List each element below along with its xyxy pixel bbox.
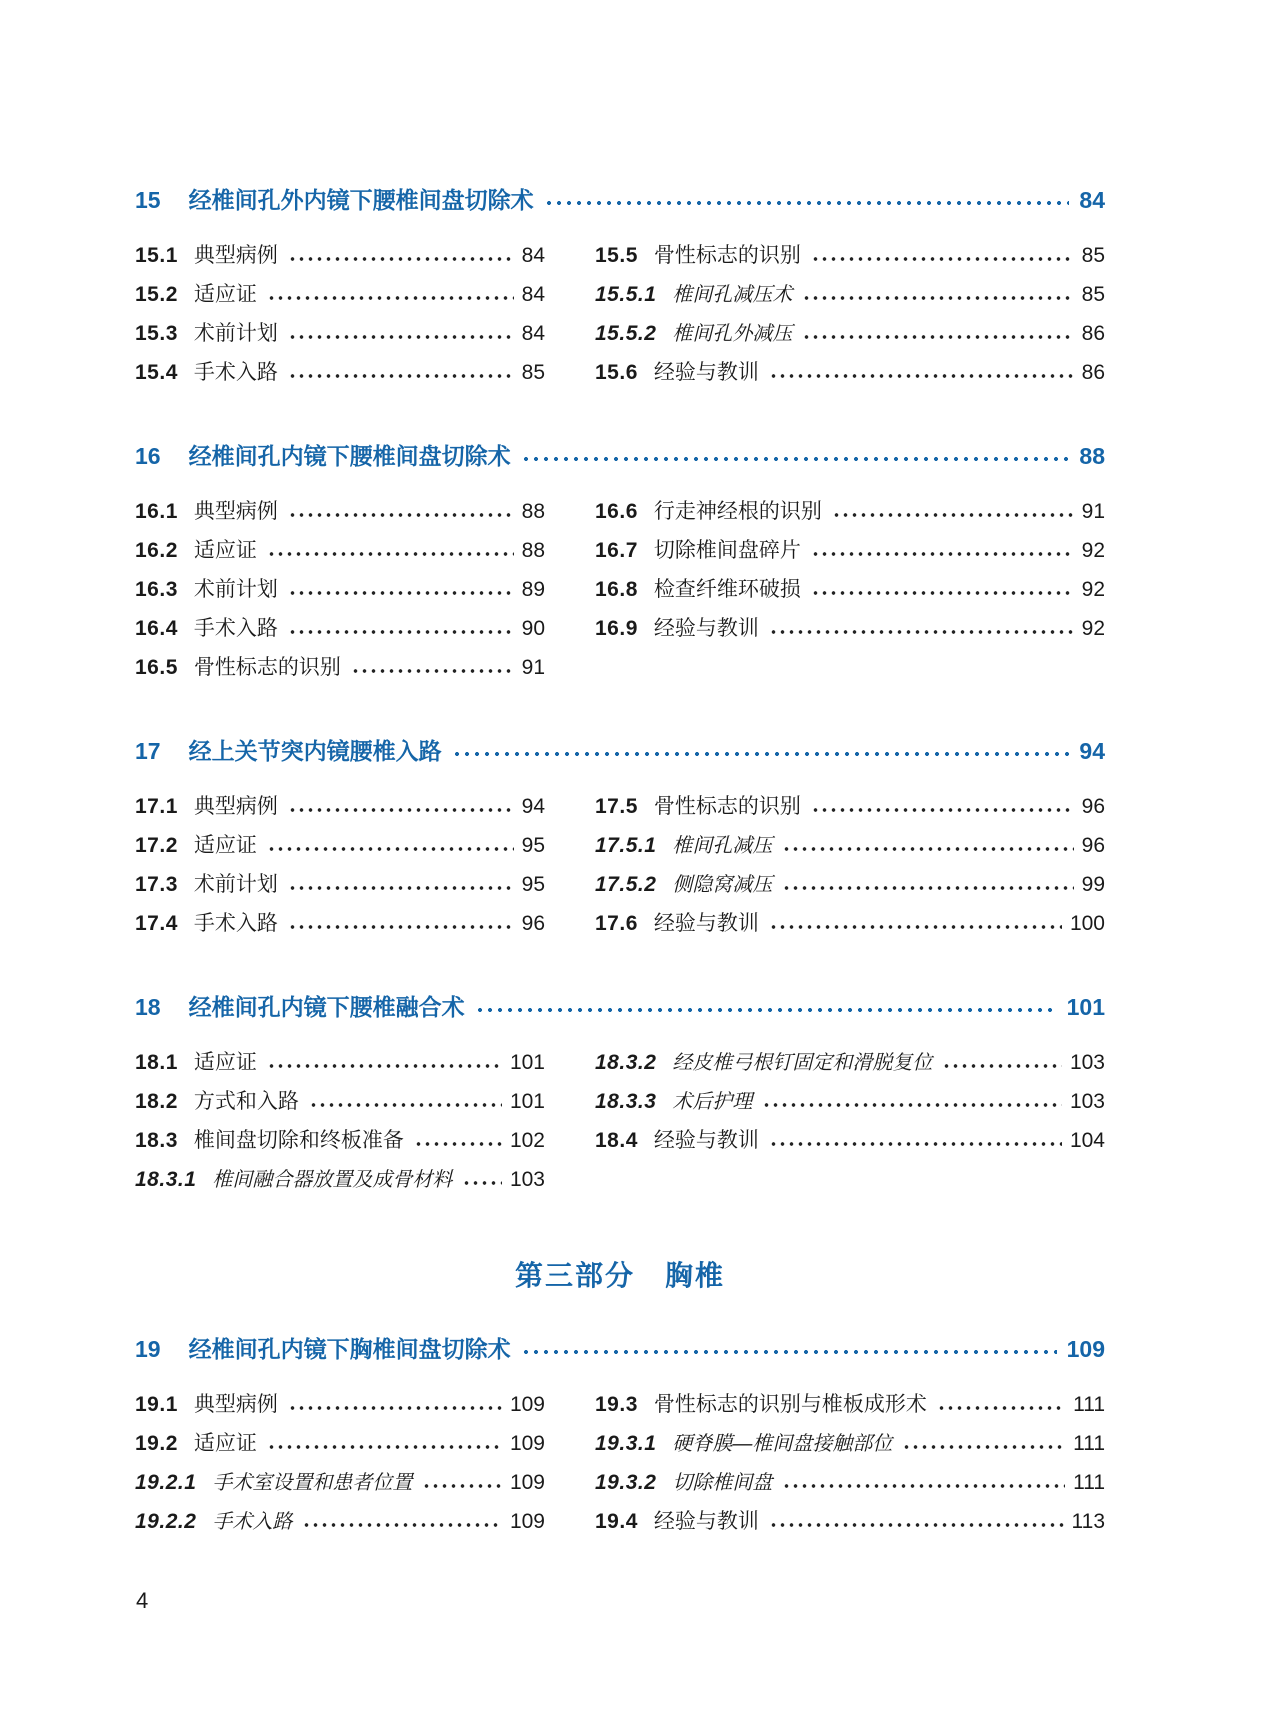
section-number: 17.3 <box>135 873 178 896</box>
section-title: 典型病例 <box>193 1393 278 1416</box>
toc-column-right <box>595 243 1105 399</box>
toc-columns <box>135 243 1105 399</box>
section-title: 切除椎间盘 <box>672 1472 773 1494</box>
dot-leader <box>902 1442 1065 1452</box>
section-title: 手术室设置和患者位置 <box>212 1472 413 1494</box>
section-number: 15.5.1 <box>595 283 657 306</box>
toc-entry <box>135 1392 545 1418</box>
section-title: 骨性标志的识别与椎板成形术 <box>653 1393 927 1416</box>
part-header: 第三部分 胸椎 <box>514 1260 725 1291</box>
toc-entry <box>135 538 545 564</box>
toc-column-left <box>135 243 545 399</box>
section-number: 16.4 <box>135 617 178 640</box>
section-page-number: 94 <box>521 795 545 818</box>
section-title: 典型病例 <box>193 795 278 818</box>
toc-entry <box>135 1470 545 1496</box>
section-number: 16.2 <box>135 539 178 562</box>
chapter-number: 18 <box>135 994 161 1020</box>
section-page-number: 84 <box>521 244 545 267</box>
section-number: 16.5 <box>135 656 178 679</box>
toc-entry <box>595 794 1105 820</box>
section-page-number: 96 <box>1081 834 1105 857</box>
toc-entry <box>135 282 545 308</box>
toc-entry <box>135 577 545 603</box>
section-page-number: 111 <box>1073 1432 1105 1455</box>
section-number: 18.3.2 <box>595 1051 657 1074</box>
section-number: 18.4 <box>595 1129 638 1152</box>
toc-columns <box>135 1392 1105 1548</box>
section-title: 检查纤维环破损 <box>653 578 801 601</box>
dot-leader <box>521 1347 1057 1357</box>
toc-entry <box>595 1050 1105 1076</box>
chapter-page-number: 101 <box>1066 994 1105 1020</box>
section-page-number: 92 <box>1081 578 1105 601</box>
toc-entry <box>595 282 1105 308</box>
toc-columns <box>135 1050 1105 1206</box>
section-number: 16.1 <box>135 500 178 523</box>
section-title: 适应证 <box>193 539 257 562</box>
section-title: 经验与教训 <box>653 361 759 384</box>
section-page-number: 85 <box>1081 283 1105 306</box>
section-number: 19.3.1 <box>595 1432 657 1455</box>
section-title: 经皮椎弓根钉固定和滑脱复位 <box>672 1052 933 1074</box>
toc-entry <box>135 1431 545 1457</box>
section-number: 16.3 <box>135 578 178 601</box>
section-title: 典型病例 <box>193 244 278 267</box>
toc-entry <box>135 655 545 681</box>
toc-content <box>135 185 1105 1548</box>
section-number: 18.1 <box>135 1051 178 1074</box>
section-title: 适应证 <box>193 283 257 306</box>
chapter-page-number: 84 <box>1079 187 1105 213</box>
dot-leader <box>302 1520 502 1530</box>
dot-leader <box>544 198 1070 208</box>
toc-entry <box>595 1470 1105 1496</box>
section-number: 19.2.2 <box>135 1510 197 1533</box>
chapter-title: 经椎间孔内镜下腰椎间盘切除术 <box>188 443 511 469</box>
section-title: 经验与教训 <box>653 912 759 935</box>
section-title: 手术入路 <box>193 617 278 640</box>
dot-leader <box>288 922 514 932</box>
section-number: 19.3.2 <box>595 1471 657 1494</box>
toc-column-right <box>595 1050 1105 1167</box>
section-title: 术前计划 <box>193 873 278 896</box>
section-page-number: 109 <box>509 1510 545 1533</box>
chapter-heading <box>135 736 1105 766</box>
section-title: 适应证 <box>193 1051 257 1074</box>
section-title: 骨性标志的识别 <box>653 795 801 818</box>
section-page-number: 109 <box>509 1471 545 1494</box>
dot-leader <box>802 332 1073 342</box>
section-title: 术前计划 <box>193 322 278 345</box>
dot-leader <box>267 293 514 303</box>
section-title: 术后护理 <box>672 1091 753 1113</box>
dot-leader <box>811 588 1074 598</box>
dot-leader <box>811 254 1074 264</box>
chapter-number: 16 <box>135 443 161 469</box>
toc-entry <box>135 360 545 386</box>
section-page-number: 102 <box>509 1129 545 1152</box>
toc-entry <box>135 1128 545 1154</box>
dot-leader <box>422 1481 502 1491</box>
chapter-page-number: 88 <box>1079 443 1105 469</box>
toc-entry <box>135 321 545 347</box>
section-number: 16.6 <box>595 500 638 523</box>
chapter-heading <box>135 441 1105 471</box>
dot-leader <box>288 627 514 637</box>
toc-column-right <box>595 499 1105 655</box>
section-title: 侧隐窝减压 <box>672 874 773 896</box>
section-number: 15.6 <box>595 361 638 384</box>
section-number: 19.3 <box>595 1393 638 1416</box>
section-page-number: 111 <box>1073 1393 1105 1416</box>
section-number: 17.5.2 <box>595 873 657 896</box>
section-number: 17.4 <box>135 912 178 935</box>
toc-entry <box>595 1431 1105 1457</box>
section-number: 15.1 <box>135 244 178 267</box>
section-title: 经验与教训 <box>653 1129 759 1152</box>
toc-entry <box>135 1167 545 1193</box>
chapter-number: 15 <box>135 187 161 213</box>
chapter-block <box>135 441 1105 694</box>
dot-leader <box>267 549 514 559</box>
section-number: 18.3 <box>135 1129 178 1152</box>
chapter-block <box>135 736 1105 950</box>
dot-leader <box>309 1100 502 1110</box>
dot-leader <box>462 1178 502 1188</box>
dot-leader <box>351 666 514 676</box>
section-title: 典型病例 <box>193 500 278 523</box>
chapter-heading <box>135 1334 1105 1364</box>
toc-column-left <box>135 499 545 694</box>
section-title: 术前计划 <box>193 578 278 601</box>
dot-leader <box>762 1100 1062 1110</box>
dot-leader <box>811 805 1074 815</box>
toc-entry <box>595 360 1105 386</box>
section-page-number: 111 <box>1073 1471 1105 1494</box>
section-page-number: 103 <box>509 1168 545 1191</box>
dot-leader <box>769 922 1062 932</box>
section-number: 17.2 <box>135 834 178 857</box>
dot-leader <box>267 1442 502 1452</box>
section-page-number: 89 <box>521 578 545 601</box>
dot-leader <box>288 588 514 598</box>
section-number: 17.1 <box>135 795 178 818</box>
section-page-number: 101 <box>509 1090 545 1113</box>
section-title: 椎间孔减压 <box>672 835 773 857</box>
section-page-number: 86 <box>1081 361 1105 384</box>
toc-entry <box>135 616 545 642</box>
section-page-number: 96 <box>521 912 545 935</box>
toc-entry <box>595 538 1105 564</box>
toc-columns <box>135 499 1105 694</box>
section-number: 16.9 <box>595 617 638 640</box>
section-number: 15.2 <box>135 283 178 306</box>
dot-leader <box>288 1403 502 1413</box>
section-number: 16.7 <box>595 539 638 562</box>
toc-entry <box>595 499 1105 525</box>
toc-entry <box>595 577 1105 603</box>
section-page-number: 104 <box>1069 1129 1105 1152</box>
section-page-number: 103 <box>1069 1051 1105 1074</box>
section-page-number: 88 <box>521 539 545 562</box>
dot-leader <box>782 883 1073 893</box>
section-page-number: 85 <box>1081 244 1105 267</box>
chapter-number: 17 <box>135 738 161 764</box>
toc-entry <box>595 1392 1105 1418</box>
dot-leader <box>769 1520 1064 1530</box>
section-number: 19.4 <box>595 1510 638 1533</box>
toc-column-left <box>135 794 545 950</box>
section-page-number: 90 <box>521 617 545 640</box>
dot-leader <box>288 805 514 815</box>
section-page-number: 99 <box>1081 873 1105 896</box>
toc-entry <box>595 911 1105 937</box>
section-title: 骨性标志的识别 <box>653 244 801 267</box>
section-page-number: 101 <box>509 1051 545 1074</box>
chapter-heading <box>135 992 1105 1022</box>
toc-entry <box>595 1509 1105 1535</box>
section-title: 手术入路 <box>193 361 278 384</box>
section-title: 经验与教训 <box>653 617 759 640</box>
section-page-number: 92 <box>1081 539 1105 562</box>
dot-leader <box>782 844 1073 854</box>
toc-column-right <box>595 794 1105 950</box>
dot-leader <box>267 1061 502 1071</box>
toc-entry <box>135 872 545 898</box>
toc-entry <box>135 1050 545 1076</box>
section-title: 行走神经根的识别 <box>653 500 822 523</box>
section-page-number: 91 <box>1081 500 1105 523</box>
section-page-number: 92 <box>1081 617 1105 640</box>
chapter-title: 经椎间孔内镜下腰椎融合术 <box>188 994 465 1020</box>
dot-leader <box>802 293 1073 303</box>
section-number: 19.2.1 <box>135 1471 197 1494</box>
dot-leader <box>288 254 514 264</box>
dot-leader <box>475 1005 1057 1015</box>
dot-leader <box>288 371 514 381</box>
toc-entry <box>135 1509 545 1535</box>
section-title: 椎间盘切除和终板准备 <box>193 1129 404 1152</box>
toc-entry <box>595 616 1105 642</box>
toc-column-left <box>135 1050 545 1206</box>
chapter-title: 经上关节突内镜腰椎入路 <box>188 738 442 764</box>
footer-page-number: 4 <box>136 1588 149 1613</box>
dot-leader <box>937 1403 1065 1413</box>
chapter-heading <box>135 185 1105 215</box>
section-title: 适应证 <box>193 1432 257 1455</box>
section-page-number: 100 <box>1069 912 1105 935</box>
section-title: 骨性标志的识别 <box>193 656 341 679</box>
toc-entry <box>135 911 545 937</box>
section-page-number: 86 <box>1081 322 1105 345</box>
toc-columns <box>135 794 1105 950</box>
toc-entry <box>595 1089 1105 1115</box>
section-title: 手术入路 <box>193 912 278 935</box>
chapter-block <box>135 185 1105 399</box>
dot-leader <box>811 549 1074 559</box>
section-page-number: 91 <box>521 656 545 679</box>
chapter-page-number: 94 <box>1079 738 1105 764</box>
toc-entry <box>595 321 1105 347</box>
dot-leader <box>267 844 514 854</box>
section-number: 15.5.2 <box>595 322 657 345</box>
section-page-number: 109 <box>509 1432 545 1455</box>
dot-leader <box>769 627 1074 637</box>
section-number: 16.8 <box>595 578 638 601</box>
dot-leader <box>769 371 1074 381</box>
section-number: 15.5 <box>595 244 638 267</box>
section-title: 手术入路 <box>212 1511 293 1533</box>
section-number: 18.2 <box>135 1090 178 1113</box>
chapter-block <box>135 1334 1105 1548</box>
toc-entry <box>135 243 545 269</box>
section-page-number: 88 <box>521 500 545 523</box>
dot-leader <box>288 510 514 520</box>
chapter-page-number: 109 <box>1066 1336 1105 1362</box>
toc-entry <box>135 833 545 859</box>
section-number: 15.4 <box>135 361 178 384</box>
section-title: 经验与教训 <box>653 1510 759 1533</box>
toc-entry <box>135 499 545 525</box>
section-number: 17.5.1 <box>595 834 657 857</box>
section-title: 切除椎间盘碎片 <box>653 539 801 562</box>
dot-leader <box>288 883 514 893</box>
section-number: 19.1 <box>135 1393 178 1416</box>
dot-leader <box>452 749 1070 759</box>
toc-entry <box>135 1089 545 1115</box>
toc-column-right <box>595 1392 1105 1548</box>
chapter-block <box>135 992 1105 1206</box>
dot-leader <box>782 1481 1065 1491</box>
section-number: 17.5 <box>595 795 638 818</box>
chapter-title: 经椎间孔内镜下胸椎间盘切除术 <box>188 1336 511 1362</box>
section-page-number: 113 <box>1071 1510 1105 1533</box>
section-page-number: 84 <box>521 283 545 306</box>
section-number: 17.6 <box>595 912 638 935</box>
chapter-title: 经椎间孔外内镜下腰椎间盘切除术 <box>188 187 534 213</box>
chapter-number: 19 <box>135 1336 161 1362</box>
dot-leader <box>288 332 514 342</box>
section-title: 椎间孔减压术 <box>672 284 793 306</box>
section-number: 15.3 <box>135 322 178 345</box>
section-title: 椎间孔外减压 <box>672 323 793 345</box>
section-page-number: 84 <box>521 322 545 345</box>
toc-entry <box>135 794 545 820</box>
toc-entry <box>595 872 1105 898</box>
section-title: 方式和入路 <box>193 1090 299 1113</box>
toc-entry <box>595 833 1105 859</box>
dot-leader <box>832 510 1074 520</box>
section-number: 18.3.3 <box>595 1090 657 1113</box>
section-title: 适应证 <box>193 834 257 857</box>
section-page-number: 95 <box>521 873 545 896</box>
section-page-number: 96 <box>1081 795 1105 818</box>
dot-leader <box>521 454 1070 464</box>
section-page-number: 85 <box>521 361 545 384</box>
section-number: 18.3.1 <box>135 1168 197 1191</box>
dot-leader <box>414 1139 502 1149</box>
dot-leader <box>942 1061 1062 1071</box>
section-page-number: 95 <box>521 834 545 857</box>
section-title: 椎间融合器放置及成骨材料 <box>212 1169 453 1191</box>
toc-entry <box>595 243 1105 269</box>
section-page-number: 109 <box>509 1393 545 1416</box>
toc-entry <box>595 1128 1105 1154</box>
section-title: 硬脊膜—椎间盘接触部位 <box>672 1433 893 1455</box>
toc-column-left <box>135 1392 545 1548</box>
section-page-number: 103 <box>1069 1090 1105 1113</box>
section-number: 19.2 <box>135 1432 178 1455</box>
dot-leader <box>769 1139 1062 1149</box>
